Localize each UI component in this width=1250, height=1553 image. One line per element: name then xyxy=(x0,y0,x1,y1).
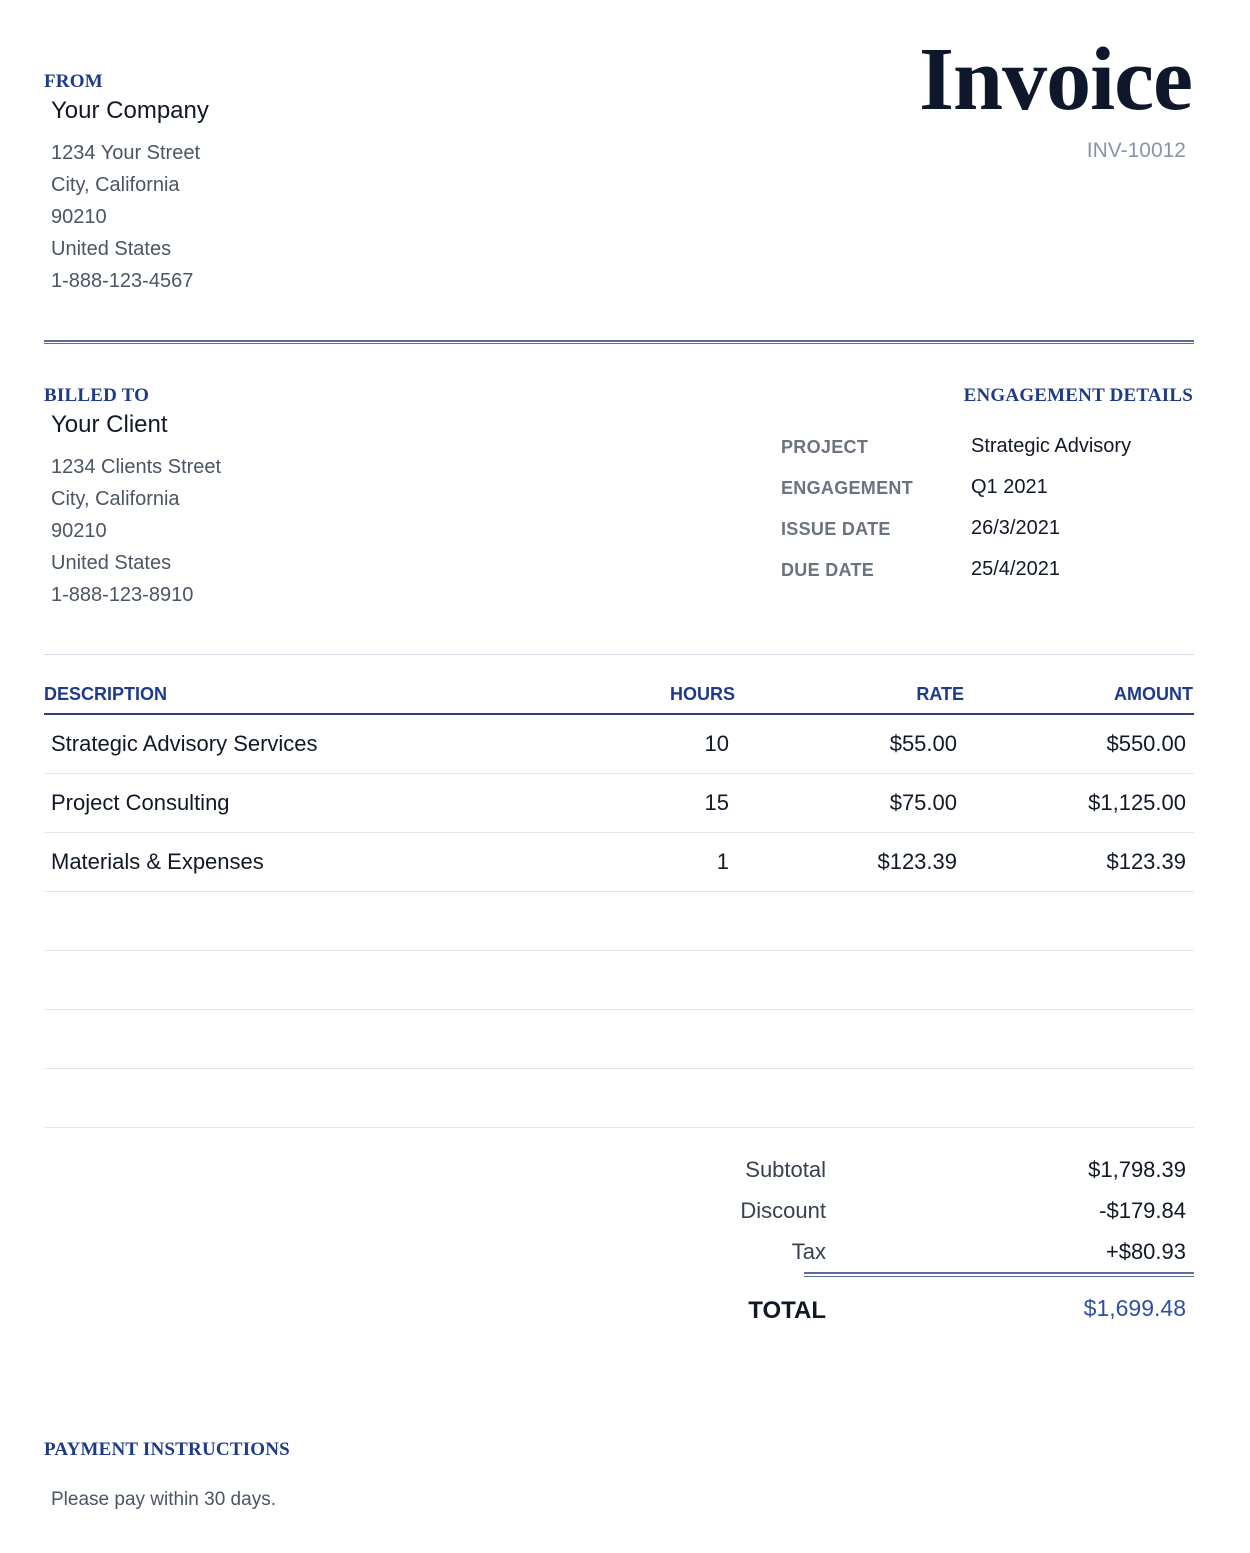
subtotal-value: $1,798.39 xyxy=(1088,1157,1186,1182)
client-name: Your Client xyxy=(51,411,168,438)
total-label: TOTAL xyxy=(748,1297,826,1324)
totals-divider xyxy=(804,1272,1194,1277)
engagement-key: PROJECT xyxy=(781,437,869,457)
empty-table-row xyxy=(44,892,1194,951)
invoice-number: INV-10012 xyxy=(1086,139,1186,162)
from-address-line: United States xyxy=(51,238,172,260)
engagement-row-due-date xyxy=(781,558,1201,588)
payment-instructions-text: Please pay within 30 days. xyxy=(51,1489,276,1510)
discount-value: -$179.84 xyxy=(1099,1198,1186,1223)
from-company-name: Your Company xyxy=(51,97,209,124)
item-description: Materials & Expenses xyxy=(51,849,264,874)
table-row xyxy=(44,715,1194,774)
item-hours: 10 xyxy=(704,731,729,756)
item-rate: $55.00 xyxy=(889,731,957,756)
engagement-value: 25/4/2021 xyxy=(971,558,1060,580)
item-amount: $123.39 xyxy=(1106,849,1186,874)
item-hours: 15 xyxy=(704,790,729,815)
engagement-value: Strategic Advisory xyxy=(971,435,1132,457)
column-header-hours: HOURS xyxy=(669,684,735,704)
engagement-row-project xyxy=(781,435,1201,465)
from-phone: 1-888-123-4567 xyxy=(51,270,194,292)
section-divider xyxy=(44,654,1194,655)
item-amount: $550.00 xyxy=(1106,731,1186,756)
empty-table-row xyxy=(44,1069,1194,1128)
engagement-details-label: ENGAGEMENT DETAILS xyxy=(963,385,1193,406)
client-address xyxy=(51,451,221,611)
column-header-rate: RATE xyxy=(916,684,964,704)
engagement-value: 26/3/2021 xyxy=(971,517,1060,539)
discount-label: Discount xyxy=(740,1198,826,1223)
engagement-value: Q1 2021 xyxy=(971,476,1048,498)
invoice-title: Invoice xyxy=(919,30,1192,129)
engagement-key: DUE DATE xyxy=(781,560,875,580)
from-address-line: 1234 Your Street xyxy=(51,142,201,164)
header-divider xyxy=(44,340,1194,344)
engagement-key: ENGAGEMENT xyxy=(781,478,914,498)
from-address-line: 90210 xyxy=(51,206,107,228)
client-address-line: United States xyxy=(51,552,172,574)
item-description: Project Consulting xyxy=(51,790,230,815)
empty-table-row xyxy=(44,1010,1194,1069)
engagement-row-issue-date xyxy=(781,517,1201,547)
table-row xyxy=(44,774,1194,833)
table-row xyxy=(44,833,1194,892)
from-label: FROM xyxy=(44,71,103,92)
column-header-description: DESCRIPTION xyxy=(44,684,168,704)
column-header-amount: AMOUNT xyxy=(1114,684,1193,704)
tax-value: +$80.93 xyxy=(1105,1239,1186,1264)
total-value: $1,699.48 xyxy=(1083,1295,1186,1321)
empty-table-row xyxy=(44,951,1194,1010)
subtotal-label: Subtotal xyxy=(745,1157,826,1182)
from-address xyxy=(51,137,200,297)
client-address-line: City, California xyxy=(51,488,180,510)
client-address-line: 90210 xyxy=(51,520,107,542)
tax-label: Tax xyxy=(791,1239,826,1264)
engagement-key: ISSUE DATE xyxy=(781,519,891,539)
item-rate: $123.39 xyxy=(877,849,957,874)
from-address-line: City, California xyxy=(51,174,180,196)
item-amount: $1,125.00 xyxy=(1088,790,1186,815)
item-description: Strategic Advisory Services xyxy=(51,731,318,756)
engagement-row-engagement xyxy=(781,476,1201,506)
item-hours: 1 xyxy=(716,849,729,874)
client-address-line: 1234 Clients Street xyxy=(51,456,222,478)
client-phone: 1-888-123-8910 xyxy=(51,584,194,606)
item-rate: $75.00 xyxy=(889,790,957,815)
billed-to-label: BILLED TO xyxy=(44,385,150,406)
payment-instructions-label: PAYMENT INSTRUCTIONS xyxy=(44,1439,290,1460)
